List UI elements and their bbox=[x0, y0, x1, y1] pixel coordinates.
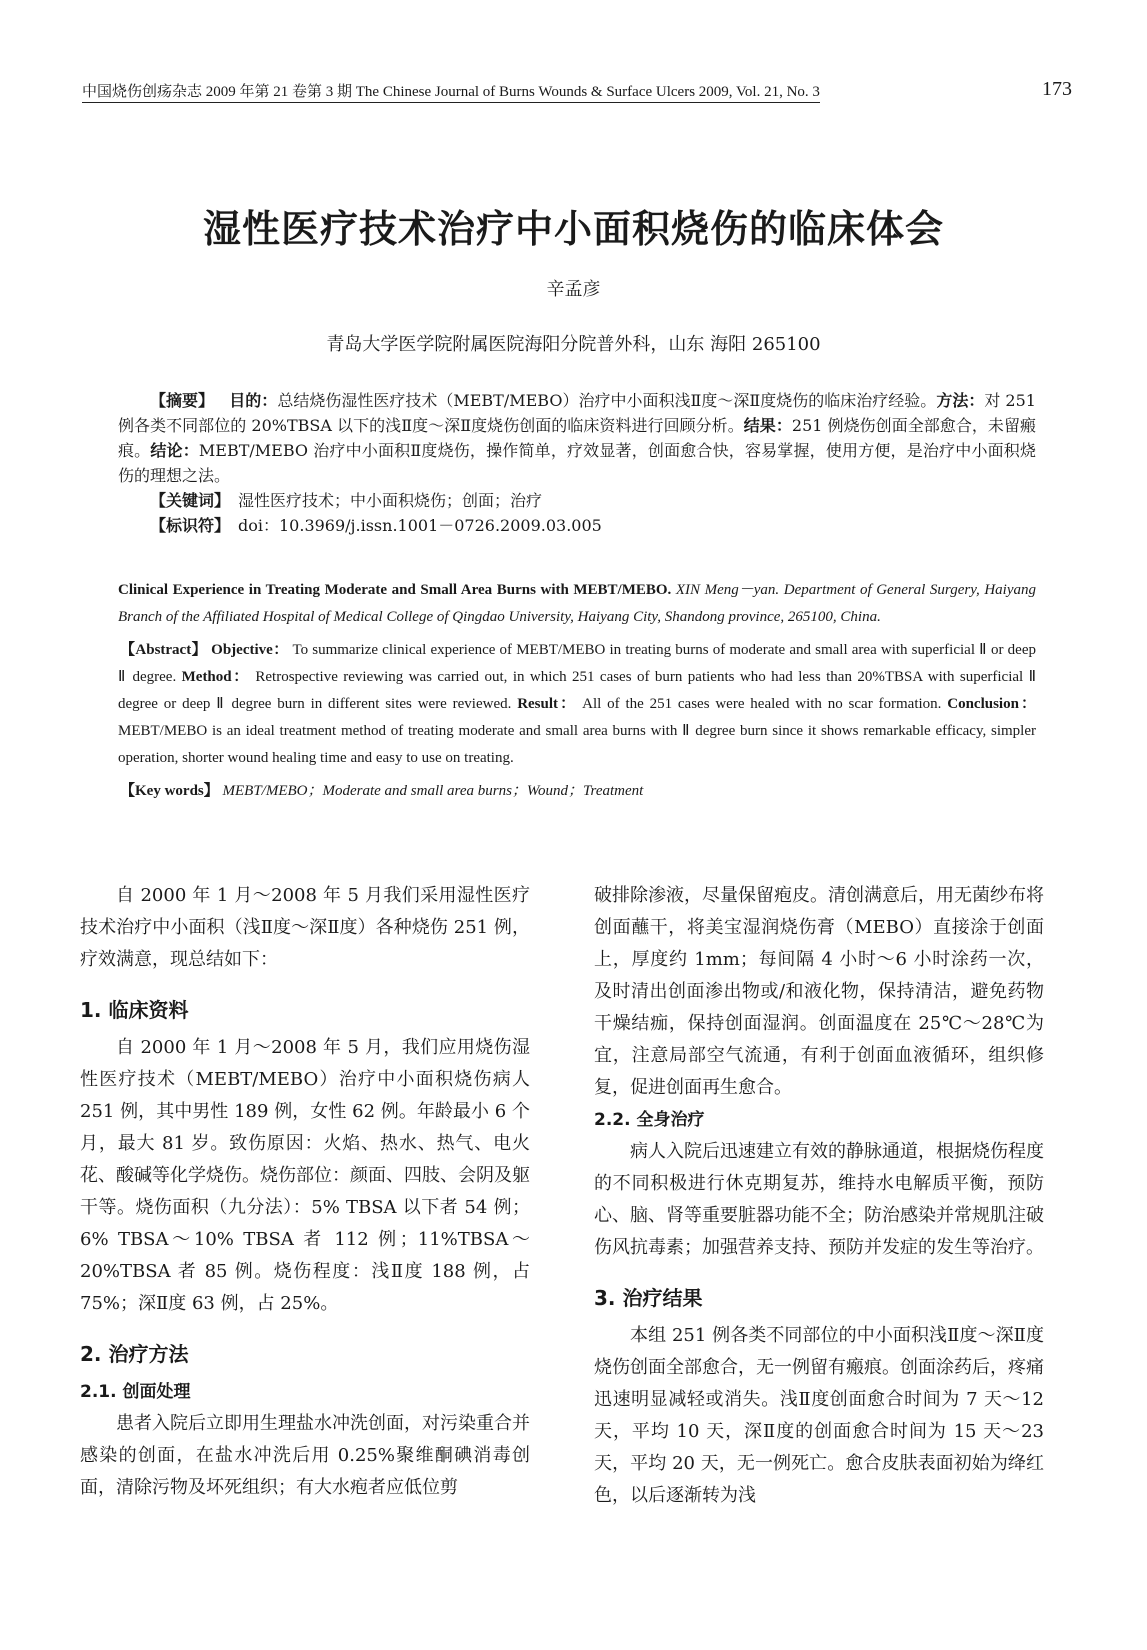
author-affiliation: 青岛大学医学院附属医院海阳分院普外科，山东 海阳 265100 bbox=[326, 334, 821, 355]
section-2-1-continued: 破排除渗液，尽量保留疱皮。清创满意后，用无菌纱布将创面蘸干，将美宝湿润烧伤膏（MEBO）直接涂于创面上，厚度约 1mm；每间隔 4 小时～6 小时涂药一次，及时清出创面渗出物或/和液化物，保持清洁，避免药物干燥结痂，保持创面湿润。创面温度在 25℃～28℃为宜，注意局部空气流通，有利于创面血液循环，组织修复，促进创面再生愈合。 bbox=[594, 885, 1044, 1098]
body-column-right bbox=[594, 880, 1044, 1512]
chinese-abstract bbox=[118, 388, 1036, 538]
english-conclusion-text: MEBT/MEBO is an ideal treatment method of treating moderate and small area burns with Ⅱ degree burn since it shows remarkable efficacy, simpler operation, shorter wound healing time and easy to use on treating. bbox=[118, 723, 1036, 766]
keywords-text: 湿性医疗技术；中小面积烧伤；创面；治疗 bbox=[238, 491, 543, 510]
result-text: 251 例烧伤创面全部愈合，未留瘢痕。 bbox=[118, 416, 1036, 460]
section-1-heading: 1. 临床资料 bbox=[80, 998, 189, 1022]
english-method-label: Method： bbox=[181, 669, 250, 685]
english-title: Clinical Experience in Treating Moderate and Small Area Burns with MEBT/MEBO. bbox=[118, 582, 672, 598]
section-3-text: 本组 251 例各类不同部位的中小面积浅Ⅱ度～深Ⅱ度烧伤创面全部愈合，无一例留有瘢痕。创面涂药后，疼痛迅速明显减轻或消失。浅Ⅱ度创面愈合时间为 7 天～12 天，平均 10 天，深Ⅱ度的创面愈合时间为 15 天～23 天，平均 20 天，无一例死亡。愈合皮肤表面初始为绛红色，以后逐渐转为浅 bbox=[594, 1325, 1044, 1506]
abstract-label: 【摘要】 bbox=[150, 391, 215, 410]
section-2-1-heading: 2.1. 创面处理 bbox=[80, 1382, 191, 1402]
section-2-2-heading: 2.2. 全身治疗 bbox=[594, 1110, 705, 1130]
english-abstract-label: 【Abstract】 bbox=[120, 642, 207, 658]
english-keywords-label: 【Key words】 bbox=[120, 783, 219, 799]
running-header bbox=[82, 80, 1072, 104]
english-result-label: Result： bbox=[517, 696, 578, 712]
english-objective-label: Objective： bbox=[211, 642, 289, 658]
journal-running-title: 中国烧伤创疡杂志 2009 年第 21 卷第 3 期 The Chinese Journal of Burns Wounds & Surface Ulcers 2009, Vol. 21, No. 3 bbox=[82, 80, 820, 103]
english-objective-text: To summarize clinical experience of MEBT/MEBO in treating burns of moderate and small area with superficial Ⅱ or deep Ⅱ degree. bbox=[118, 642, 1036, 685]
conclusion-text: MEBT/MEBO 治疗中小面积Ⅱ度烧伤，操作简单，疗效显著，创面愈合快，容易掌握，使用方便，是治疗中小面积烧伤的理想之法。 bbox=[118, 441, 1036, 485]
english-affiliation: XIN Meng－yan. Department of General Surgery, Haiyang Branch of the Affiliated Hospital of Medical College of Qingdao University, Haiyang City, Shandong province, 265100, China. bbox=[118, 582, 1036, 625]
article-title: 湿性医疗技术治疗中小面积烧伤的临床体会 bbox=[202, 207, 944, 251]
english-keywords-row bbox=[118, 778, 1036, 805]
keywords-row bbox=[118, 488, 1036, 513]
chinese-abstract-body bbox=[118, 388, 1036, 488]
method-text: 对 251 例各类不同部位的 20%TBSA 以下的浅Ⅱ度～深Ⅱ度烧伤创面的临床资料进行回顾分析。 bbox=[118, 391, 1036, 435]
objective-text: 总结烧伤湿性医疗技术（MEBT/MEBO）治疗中小面积浅Ⅱ度～深Ⅱ度烧伤的临床治疗经验。 bbox=[277, 391, 937, 410]
objective-label: 目的： bbox=[229, 391, 278, 410]
english-abstract-body bbox=[118, 637, 1036, 772]
section-1-text: 自 2000 年 1 月～2008 年 5 月，我们应用烧伤湿性医疗技术（MEBT/MEBO）治疗中小面积烧伤病人 251 例，其中男性 189 例，女性 62 例。年龄最小 6 个月，最大 81 岁。致伤原因：火焰、热水、热气、电火花、酸碱等化学烧伤。烧伤部位：颜面、四肢、会阴及躯干等。烧伤面积（九分法）：5% TBSA 以下者 54 例；6% TBSA～10% TBSA 者 112 例；11%TBSA～20%TBSA 者 85 例。烧伤程度：浅Ⅱ度 188 例，占 75%；深Ⅱ度 63 例，占 25%。 bbox=[80, 1037, 530, 1314]
result-label: 结果： bbox=[743, 416, 792, 435]
section-2-2-text: 病人入院后迅速建立有效的静脉通道，根据烧伤程度的不同积极进行休克期复苏，维持水电解质平衡，预防心、脑、肾等重要脏器功能不全；防治感染并常规肌注破伤风抗毒素；加强营养支持、预防并发症的发生等治疗。 bbox=[594, 1141, 1044, 1258]
english-keywords-text: MEBT/MEBO；Moderate and small area burns；Wound；Treatment bbox=[222, 783, 644, 799]
author-name: 辛孟彦 bbox=[546, 279, 601, 300]
identifier-row bbox=[118, 513, 1036, 538]
identifier-label: 【标识符】 bbox=[150, 516, 231, 535]
english-abstract bbox=[118, 577, 1036, 805]
keywords-label: 【关键词】 bbox=[150, 491, 231, 510]
english-result-text: All of the 251 cases were healed with no scar formation. bbox=[582, 696, 942, 712]
intro-paragraph: 自 2000 年 1 月～2008 年 5 月我们采用湿性医疗技术治疗中小面积（浅Ⅱ度～深Ⅱ度）各种烧伤 251 例，疗效满意，现总结如下： bbox=[80, 885, 530, 970]
english-title-block bbox=[118, 577, 1036, 631]
body-column-left bbox=[80, 880, 530, 1504]
section-3-heading: 3. 治疗结果 bbox=[594, 1286, 703, 1310]
doi-text: doi：10.3969/j.issn.1001－0726.2009.03.005 bbox=[238, 516, 602, 535]
english-conclusion-label: Conclusion： bbox=[947, 696, 1036, 712]
section-2-heading: 2. 治疗方法 bbox=[80, 1342, 189, 1366]
conclusion-label: 结论： bbox=[150, 441, 199, 460]
section-2-1-text: 患者入院后立即用生理盐水冲洗创面，对污染重合并感染的创面，在盐水冲洗后用 0.25%聚维酮碘消毒创面，清除污物及坏死组织；有大水疱者应低位剪 bbox=[80, 1413, 530, 1498]
english-method-text: Retrospective reviewing was carried out, in which 251 cases of burn patients who had less than 20%TBSA with superficial Ⅱ degree or deep Ⅱ degree burn in different sites were reviewed. bbox=[118, 669, 1037, 712]
method-label: 方法： bbox=[936, 391, 985, 410]
page-number: 173 bbox=[1042, 78, 1072, 100]
